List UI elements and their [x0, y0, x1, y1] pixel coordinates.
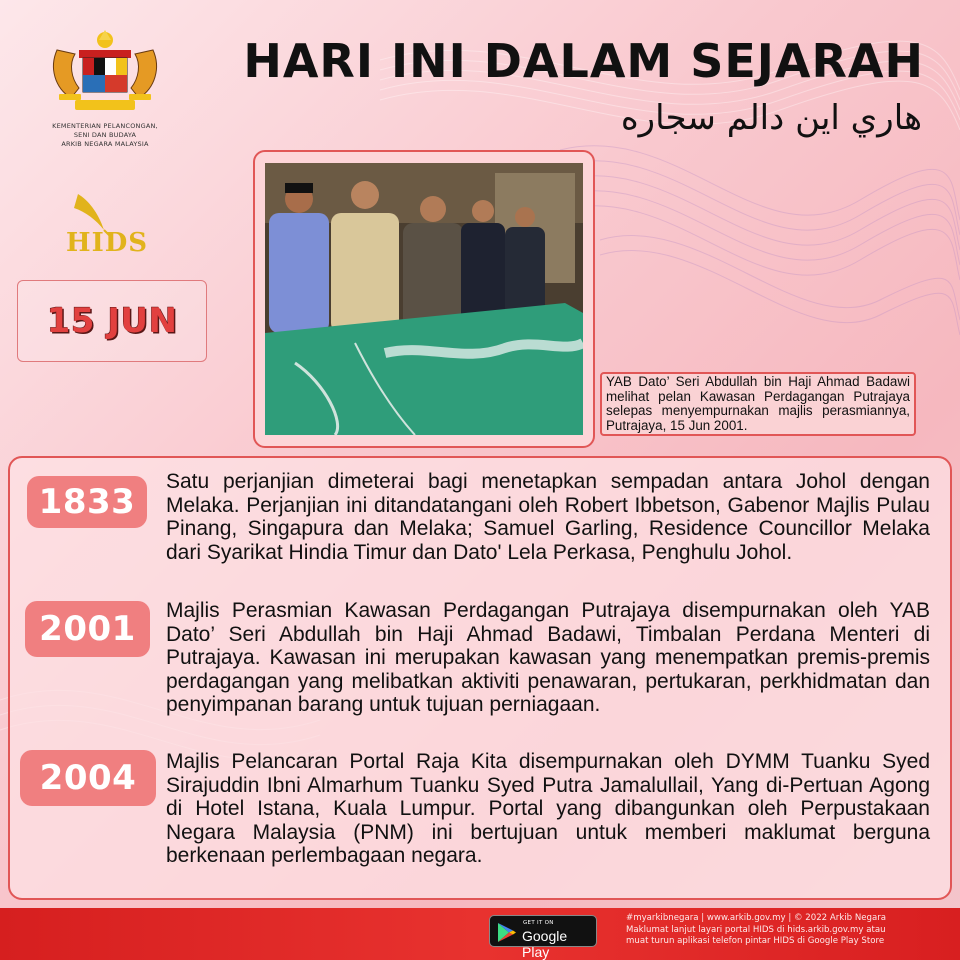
play-store-icon — [497, 922, 517, 943]
footer-line: #myarkibnegara | www.arkib.gov.my | © 2022 Arkib Negara — [626, 913, 887, 923]
coat-of-arms-icon — [49, 28, 161, 120]
footer-line: Maklumat lanjut layari portal HIDS di hids.arkib.gov.my atau — [626, 924, 886, 935]
event-description: Majlis Pelancaran Portal Raja Kita disempurnakan oleh DYMM Tuanku Syed Sirajuddin Ibni Almarhum Tuanku Syed Putra Jamalullail, Yang di-Pertuan Agong di Hotel Istana, Kuala Lumpur. Portal yang dibangunkan oleh Perpustakaan Negara Malaysia (PNM) ini bertujuan untuk memberi maklumat berguna berkenaan perlembagaan negara. — [166, 750, 930, 867]
event-description: Majlis Perasmian Kawasan Perdagangan Putrajaya disempurnakan oleh YAB Dato’ Seri Abdullah bin Haji Ahmad Badawi, Timbalan Perdana Menteri di Putrajaya. Kawasan ini merupakan kawasan yang menempatkan premis-premis perdagangan yang melibatkan aktiviti penawaran, pertukaran, perkhidmatan dan penyimpanan barang untuk tujuan perniagaan. — [166, 599, 930, 716]
year-badge: 2001 — [25, 601, 150, 657]
ministry-logo — [42, 28, 168, 149]
ministry-line: SENI DAN BUDAYA — [73, 131, 137, 139]
date-label: 15 JUN — [46, 301, 178, 341]
event-description: Satu perjanjian dimeterai bagi menetapkan sempadan antara Johol dengan Melaka. Perjanjian ini ditandatangani oleh Robert Ibbetson, Gabenor Majlis Pulau Pinang, Singapura dan Melaka; Samuel Garling, Residence Councillor Melaka dari Syarikat Hindia Timur dan Dato' Lela Perkasa, Penghulu Johol. — [166, 470, 930, 564]
footer-line: muat turun aplikasi telefon pintar HIDS di Google Play Store — [626, 936, 885, 946]
photo-caption: YAB Dato’ Seri Abdullah bin Haji Ahmad Badawi melihat pelan Kawasan Perdagangan Putrajaya selepas menyempurnakan majlis perasmiannya, Putrajaya, 15 Jun 2001. — [600, 372, 916, 436]
jawi-title: هاري اين دالم سجاره — [620, 98, 922, 138]
page-title: HARI INI DALAM SEJARAH — [243, 34, 924, 88]
ministry-line: KEMENTERIAN PELANCONGAN, — [52, 122, 158, 130]
ministry-line: ARKIB NEGARA MALAYSIA — [61, 140, 149, 148]
footer-info — [626, 913, 926, 948]
historical-photo — [265, 163, 583, 435]
get-it-on-label: GET IT ON — [523, 920, 554, 926]
google-play-button[interactable] — [489, 915, 597, 960]
hids-logo-text: HIDS — [66, 228, 149, 258]
year-badge: 2004 — [20, 750, 156, 806]
ministry-name — [42, 122, 168, 149]
date-box — [17, 280, 207, 362]
year-badge: 1833 — [27, 476, 147, 528]
google-play-label: Google Play — [522, 928, 568, 960]
